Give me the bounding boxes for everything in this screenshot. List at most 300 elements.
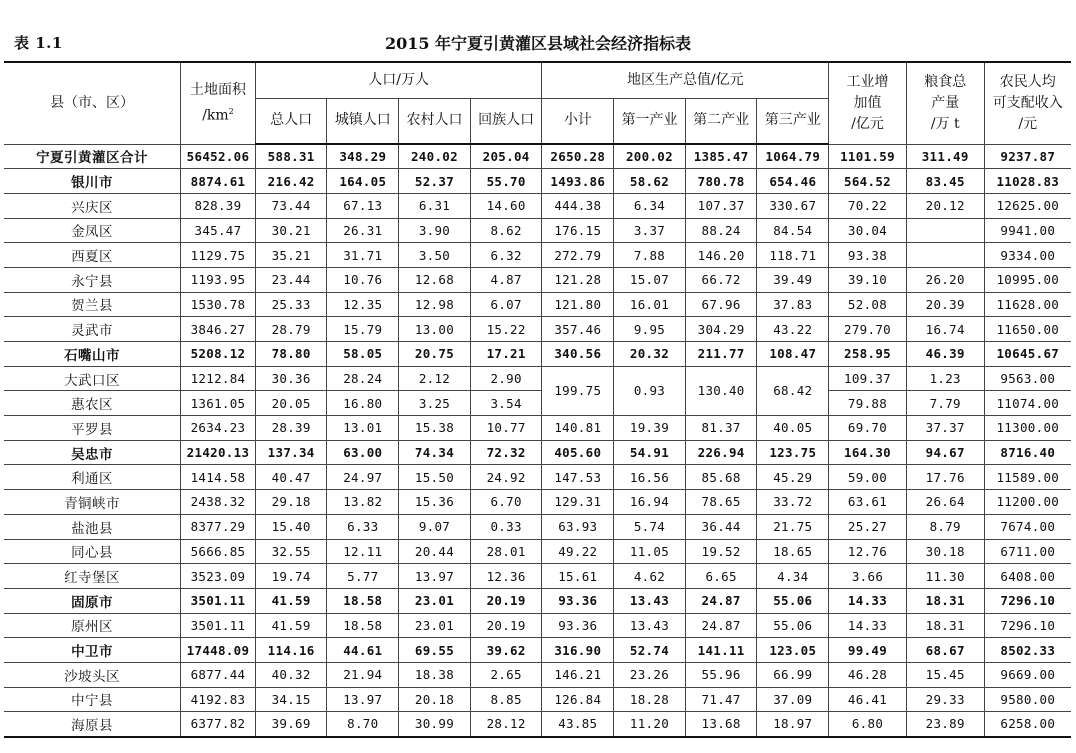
- header-hui-pop: 回族人口: [470, 98, 542, 144]
- table-cell: 4.62: [614, 564, 686, 589]
- table-cell: 20.75: [399, 342, 471, 367]
- table-cell: 72.32: [470, 440, 542, 465]
- table-cell: 345.47: [181, 218, 256, 243]
- table-cell: 2634.23: [181, 416, 256, 441]
- table-cell: 15.50: [399, 465, 471, 490]
- table-cell: 226.94: [685, 440, 757, 465]
- row-name: 固原市: [4, 588, 181, 613]
- table-cell: 14.60: [470, 193, 542, 218]
- table-cell: 24.92: [470, 465, 542, 490]
- table-cell: 3501.11: [181, 613, 256, 638]
- table-row: [4, 292, 1071, 317]
- header-land-area-unit: /km: [202, 107, 229, 124]
- table-cell: 1212.84: [181, 366, 256, 391]
- table-cell: 3.66: [829, 564, 907, 589]
- table-cell: 34.15: [255, 687, 327, 712]
- table-cell: 21.94: [327, 662, 399, 687]
- table-cell: 444.38: [542, 193, 614, 218]
- table-cell: 79.88: [829, 391, 907, 416]
- row-name: 红寺堡区: [4, 564, 181, 589]
- table-cell: 23.01: [399, 613, 471, 638]
- table-cell: 9941.00: [984, 218, 1071, 243]
- table-cell: 13.82: [327, 490, 399, 515]
- table-cell: 7674.00: [984, 514, 1071, 539]
- table-caption: [0, 0, 1076, 58]
- table-cell: 19.74: [255, 564, 327, 589]
- table-cell: 1385.47: [685, 144, 757, 169]
- table-cell: 68.42: [757, 366, 829, 415]
- table-cell: 6408.00: [984, 564, 1071, 589]
- table-cell: 13.97: [327, 687, 399, 712]
- table-cell: 4.34: [757, 564, 829, 589]
- table-cell: 12.98: [399, 292, 471, 317]
- table-cell: 15.07: [614, 267, 686, 292]
- table-cell: 28.12: [470, 712, 542, 737]
- header-income: [984, 62, 1071, 144]
- table-cell: 30.04: [829, 218, 907, 243]
- table-cell: 2.12: [399, 366, 471, 391]
- table-cell: 13.43: [614, 588, 686, 613]
- table-cell: 211.77: [685, 342, 757, 367]
- table-cell: 66.72: [685, 267, 757, 292]
- table-cell: 357.46: [542, 317, 614, 342]
- table-cell: 279.70: [829, 317, 907, 342]
- table-cell: 20.39: [906, 292, 984, 317]
- table-cell: 6.33: [327, 514, 399, 539]
- table-cell: 78.65: [685, 490, 757, 515]
- table-row: [4, 243, 1071, 268]
- table-cell: 58.62: [614, 169, 686, 194]
- table-row: [4, 564, 1071, 589]
- table-cell: 45.29: [757, 465, 829, 490]
- table-cell: 9669.00: [984, 662, 1071, 687]
- table-cell: 9237.87: [984, 144, 1071, 169]
- table-row: [4, 317, 1071, 342]
- table-cell: 123.75: [757, 440, 829, 465]
- table-row: [4, 267, 1071, 292]
- table-row: [4, 712, 1071, 737]
- table-cell: 200.02: [614, 144, 686, 169]
- table-cell: 37.09: [757, 687, 829, 712]
- table-number: 表 1.1: [14, 34, 63, 52]
- table-cell: 18.38: [399, 662, 471, 687]
- row-name: 盐池县: [4, 514, 181, 539]
- table-cell: 5666.85: [181, 539, 256, 564]
- table-cell: 199.75: [542, 366, 614, 415]
- table-cell: 30.18: [906, 539, 984, 564]
- table-cell: 25.33: [255, 292, 327, 317]
- header-total-pop: 总人口: [255, 98, 327, 144]
- table-cell: 654.46: [757, 169, 829, 194]
- table-cell: 13.43: [614, 613, 686, 638]
- table-cell: 23.44: [255, 267, 327, 292]
- row-name: 大武口区: [4, 366, 181, 391]
- table-cell: 21.75: [757, 514, 829, 539]
- table-cell: 81.37: [685, 416, 757, 441]
- table-row: [4, 193, 1071, 218]
- row-name: 灵武市: [4, 317, 181, 342]
- table-cell: 30.36: [255, 366, 327, 391]
- table-cell: 4192.83: [181, 687, 256, 712]
- table-cell: 39.69: [255, 712, 327, 737]
- table-cell: 55.70: [470, 169, 542, 194]
- table-cell: 37.37: [906, 416, 984, 441]
- table-cell: 2.65: [470, 662, 542, 687]
- table-cell: 1361.05: [181, 391, 256, 416]
- table-cell: 24.87: [685, 588, 757, 613]
- table-cell: 16.01: [614, 292, 686, 317]
- table-cell: 348.29: [327, 144, 399, 169]
- table-cell: 18.31: [906, 613, 984, 638]
- table-cell: 84.54: [757, 218, 829, 243]
- table-cell: 40.32: [255, 662, 327, 687]
- table-cell: 3.37: [614, 218, 686, 243]
- row-name: 利通区: [4, 465, 181, 490]
- table-cell: 20.05: [255, 391, 327, 416]
- row-name: 宁夏引黄灌区合计: [4, 144, 181, 169]
- table-cell: 93.38: [829, 243, 907, 268]
- table-cell: 52.37: [399, 169, 471, 194]
- header-industry-line2: 加值: [853, 94, 882, 111]
- table-cell: 780.78: [685, 169, 757, 194]
- table-cell: 17.21: [470, 342, 542, 367]
- header-land-area: [181, 62, 256, 144]
- table-cell: 41.59: [255, 588, 327, 613]
- table-cell: 83.45: [906, 169, 984, 194]
- table-cell: 10.77: [470, 416, 542, 441]
- table-cell: 147.53: [542, 465, 614, 490]
- table-cell: 11.20: [614, 712, 686, 737]
- row-name: 海原县: [4, 712, 181, 737]
- table-row: [4, 218, 1071, 243]
- table-cell: 3.54: [470, 391, 542, 416]
- table-cell: 10.76: [327, 267, 399, 292]
- table-cell: 6.65: [685, 564, 757, 589]
- table-cell: 8377.29: [181, 514, 256, 539]
- table-cell: 15.79: [327, 317, 399, 342]
- table-cell: 28.24: [327, 366, 399, 391]
- table-cell: 126.84: [542, 687, 614, 712]
- row-name: 吴忠市: [4, 440, 181, 465]
- table-cell: 11.30: [906, 564, 984, 589]
- table-cell: 46.28: [829, 662, 907, 687]
- table-cell: 20.12: [906, 193, 984, 218]
- table-cell: 15.36: [399, 490, 471, 515]
- header-grain: [906, 62, 984, 144]
- table-cell: 11200.00: [984, 490, 1071, 515]
- table-cell: 44.61: [327, 638, 399, 663]
- header-population-group: 人口/万人: [255, 62, 542, 98]
- table-cell: 63.00: [327, 440, 399, 465]
- header-land-area-unit-sup: 2: [228, 106, 234, 116]
- table-cell: 40.47: [255, 465, 327, 490]
- header-urban-pop: 城镇人口: [327, 98, 399, 144]
- table-cell: 107.37: [685, 193, 757, 218]
- row-name: 银川市: [4, 169, 181, 194]
- table-cell: 41.59: [255, 613, 327, 638]
- table-cell: 15.45: [906, 662, 984, 687]
- table-cell: 8716.40: [984, 440, 1071, 465]
- table-cell: 17448.09: [181, 638, 256, 663]
- table-cell: 6377.82: [181, 712, 256, 737]
- row-name: 平罗县: [4, 416, 181, 441]
- row-name: 中卫市: [4, 638, 181, 663]
- table-cell: 25.27: [829, 514, 907, 539]
- table-cell: 6.34: [614, 193, 686, 218]
- table-cell: 109.37: [829, 366, 907, 391]
- table-cell: 39.49: [757, 267, 829, 292]
- table-cell: 56452.06: [181, 144, 256, 169]
- table-cell: 31.71: [327, 243, 399, 268]
- table-cell: 18.97: [757, 712, 829, 737]
- table-cell: 20.44: [399, 539, 471, 564]
- table-cell: 121.80: [542, 292, 614, 317]
- table-cell: 93.36: [542, 613, 614, 638]
- table-cell: 37.83: [757, 292, 829, 317]
- table-cell: 176.15: [542, 218, 614, 243]
- table-cell: 330.67: [757, 193, 829, 218]
- row-name: 惠农区: [4, 391, 181, 416]
- table-cell: 11028.83: [984, 169, 1071, 194]
- table-cell: 35.21: [255, 243, 327, 268]
- table-cell: 1064.79: [757, 144, 829, 169]
- table-cell: 12625.00: [984, 193, 1071, 218]
- header-tertiary: 第三产业: [757, 98, 829, 144]
- table-cell: 9580.00: [984, 687, 1071, 712]
- table-cell: 26.64: [906, 490, 984, 515]
- table-cell: 311.49: [906, 144, 984, 169]
- table-row: [4, 514, 1071, 539]
- table-cell: 29.18: [255, 490, 327, 515]
- table-cell: 164.30: [829, 440, 907, 465]
- table-cell: 828.39: [181, 193, 256, 218]
- table-cell: 216.42: [255, 169, 327, 194]
- table-row: [4, 588, 1071, 613]
- table-cell: 99.49: [829, 638, 907, 663]
- table-cell: 24.87: [685, 613, 757, 638]
- table-cell: 23.89: [906, 712, 984, 737]
- table-cell: 55.06: [757, 613, 829, 638]
- table-cell: 40.05: [757, 416, 829, 441]
- table-cell: 129.31: [542, 490, 614, 515]
- table-cell: 6877.44: [181, 662, 256, 687]
- table-cell: 73.44: [255, 193, 327, 218]
- table-cell: 588.31: [255, 144, 327, 169]
- table-row: [4, 638, 1071, 663]
- table-cell: 59.00: [829, 465, 907, 490]
- header-grain-line3: /万 t: [930, 115, 960, 132]
- table-cell: 18.65: [757, 539, 829, 564]
- row-name: 兴庆区: [4, 193, 181, 218]
- table-cell: 71.47: [685, 687, 757, 712]
- table-cell: 46.41: [829, 687, 907, 712]
- table-cell: 13.97: [399, 564, 471, 589]
- table-cell: 12.76: [829, 539, 907, 564]
- header-subtotal: 小计: [542, 98, 614, 144]
- table-cell: 21420.13: [181, 440, 256, 465]
- table-cell: 18.58: [327, 613, 399, 638]
- table-cell: 13.01: [327, 416, 399, 441]
- table-cell: 24.97: [327, 465, 399, 490]
- table-cell: 52.74: [614, 638, 686, 663]
- table-cell: 137.34: [255, 440, 327, 465]
- table-cell: 16.56: [614, 465, 686, 490]
- table-cell: 5.74: [614, 514, 686, 539]
- table-cell: 6.31: [399, 193, 471, 218]
- header-rural-pop: 农村人口: [399, 98, 471, 144]
- table-row: [4, 490, 1071, 515]
- table-cell: 8502.33: [984, 638, 1071, 663]
- table-cell: 88.24: [685, 218, 757, 243]
- table-cell: 46.39: [906, 342, 984, 367]
- table-cell: 1129.75: [181, 243, 256, 268]
- table-cell: 9.95: [614, 317, 686, 342]
- table-cell: 39.62: [470, 638, 542, 663]
- table-cell: 36.44: [685, 514, 757, 539]
- table-cell: 11628.00: [984, 292, 1071, 317]
- header-income-line1: 农民人均: [999, 73, 1056, 90]
- row-name: 石嘴山市: [4, 342, 181, 367]
- table-cell: 6.07: [470, 292, 542, 317]
- header-industry-line3: /亿元: [851, 115, 884, 132]
- table-cell: 11.05: [614, 539, 686, 564]
- economic-indicators-table: [4, 61, 1071, 738]
- table-cell: 3846.27: [181, 317, 256, 342]
- table-cell: 12.11: [327, 539, 399, 564]
- table-cell: 15.22: [470, 317, 542, 342]
- row-name: 同心县: [4, 539, 181, 564]
- header-income-line2: 可支配收入: [992, 94, 1063, 111]
- table-cell: 1193.95: [181, 267, 256, 292]
- table-cell: 1.23: [906, 366, 984, 391]
- header-gdp-group: 地区生产总值/亿元: [542, 62, 829, 98]
- table-cell: 19.39: [614, 416, 686, 441]
- table-cell: 130.40: [685, 366, 757, 415]
- table-cell: 29.33: [906, 687, 984, 712]
- table-row: [4, 687, 1071, 712]
- row-name: 中宁县: [4, 687, 181, 712]
- table-cell: 32.55: [255, 539, 327, 564]
- table-cell: 12.36: [470, 564, 542, 589]
- table-cell: 15.40: [255, 514, 327, 539]
- table-cell: 52.08: [829, 292, 907, 317]
- header-industry-line1: 工业增: [846, 73, 889, 90]
- table-cell: 23.01: [399, 588, 471, 613]
- table-cell: 28.01: [470, 539, 542, 564]
- table-cell: 10995.00: [984, 267, 1071, 292]
- table-cell: 7.79: [906, 391, 984, 416]
- row-name: 贺兰县: [4, 292, 181, 317]
- table-cell: 146.21: [542, 662, 614, 687]
- table-cell: 1493.86: [542, 169, 614, 194]
- table-cell: 30.21: [255, 218, 327, 243]
- table-cell: 63.93: [542, 514, 614, 539]
- table-cell: 19.52: [685, 539, 757, 564]
- table-cell: 114.16: [255, 638, 327, 663]
- row-name: 金凤区: [4, 218, 181, 243]
- table-cell: 8.70: [327, 712, 399, 737]
- table-cell: 33.72: [757, 490, 829, 515]
- table-cell: 6.70: [470, 490, 542, 515]
- table-row: [4, 440, 1071, 465]
- table-cell: 68.67: [906, 638, 984, 663]
- table-cell: 205.04: [470, 144, 542, 169]
- table-row: [4, 144, 1071, 169]
- table-cell: 94.67: [906, 440, 984, 465]
- table-cell: 18.58: [327, 588, 399, 613]
- table-cell: 304.29: [685, 317, 757, 342]
- table-cell: 18.28: [614, 687, 686, 712]
- table-cell: 3523.09: [181, 564, 256, 589]
- table-title: 2015 年宁夏引黄灌区县域社会经济指标表: [384, 34, 692, 53]
- table-cell: 6.32: [470, 243, 542, 268]
- table-cell: 564.52: [829, 169, 907, 194]
- row-name: 青铜峡市: [4, 490, 181, 515]
- table-cell: 30.99: [399, 712, 471, 737]
- table-cell: 14.33: [829, 588, 907, 613]
- table-cell: 4.87: [470, 267, 542, 292]
- table-cell: 20.18: [399, 687, 471, 712]
- table-cell: 28.39: [255, 416, 327, 441]
- header-county: 县（市、区）: [4, 62, 181, 144]
- table-row: [4, 342, 1071, 367]
- table-cell: 43.85: [542, 712, 614, 737]
- header-secondary: 第二产业: [685, 98, 757, 144]
- table-cell: 66.99: [757, 662, 829, 687]
- table-cell: 69.55: [399, 638, 471, 663]
- table-cell: 1414.58: [181, 465, 256, 490]
- table-cell: 8.85: [470, 687, 542, 712]
- table-cell: 5208.12: [181, 342, 256, 367]
- table-cell: 67.96: [685, 292, 757, 317]
- table-cell: 316.90: [542, 638, 614, 663]
- table-cell: 55.96: [685, 662, 757, 687]
- table-cell: 13.68: [685, 712, 757, 737]
- row-name: 永宁县: [4, 267, 181, 292]
- table-cell: 8.62: [470, 218, 542, 243]
- table-cell: 11300.00: [984, 416, 1071, 441]
- header-industry-value: [829, 62, 907, 144]
- table-cell: 70.22: [829, 193, 907, 218]
- table-row: [4, 539, 1071, 564]
- table-cell: 3.25: [399, 391, 471, 416]
- table-cell: 2650.28: [542, 144, 614, 169]
- table-cell: 6711.00: [984, 539, 1071, 564]
- table-cell: 10645.67: [984, 342, 1071, 367]
- table-cell: [906, 218, 984, 243]
- table-cell: 20.32: [614, 342, 686, 367]
- table-cell: 123.05: [757, 638, 829, 663]
- table-cell: 7296.10: [984, 588, 1071, 613]
- table-cell: 164.05: [327, 169, 399, 194]
- table-cell: 9.07: [399, 514, 471, 539]
- table-cell: 8.79: [906, 514, 984, 539]
- row-name: 沙坡头区: [4, 662, 181, 687]
- table-cell: 93.36: [542, 588, 614, 613]
- table-cell: 118.71: [757, 243, 829, 268]
- table-cell: 23.26: [614, 662, 686, 687]
- table-cell: 49.22: [542, 539, 614, 564]
- row-name: 原州区: [4, 613, 181, 638]
- table-cell: [906, 243, 984, 268]
- table-cell: 26.20: [906, 267, 984, 292]
- table-cell: 9563.00: [984, 366, 1071, 391]
- table-cell: 3.90: [399, 218, 471, 243]
- table-cell: 12.35: [327, 292, 399, 317]
- table-cell: 39.10: [829, 267, 907, 292]
- header-income-line3: /元: [1018, 115, 1038, 132]
- table-row: [4, 613, 1071, 638]
